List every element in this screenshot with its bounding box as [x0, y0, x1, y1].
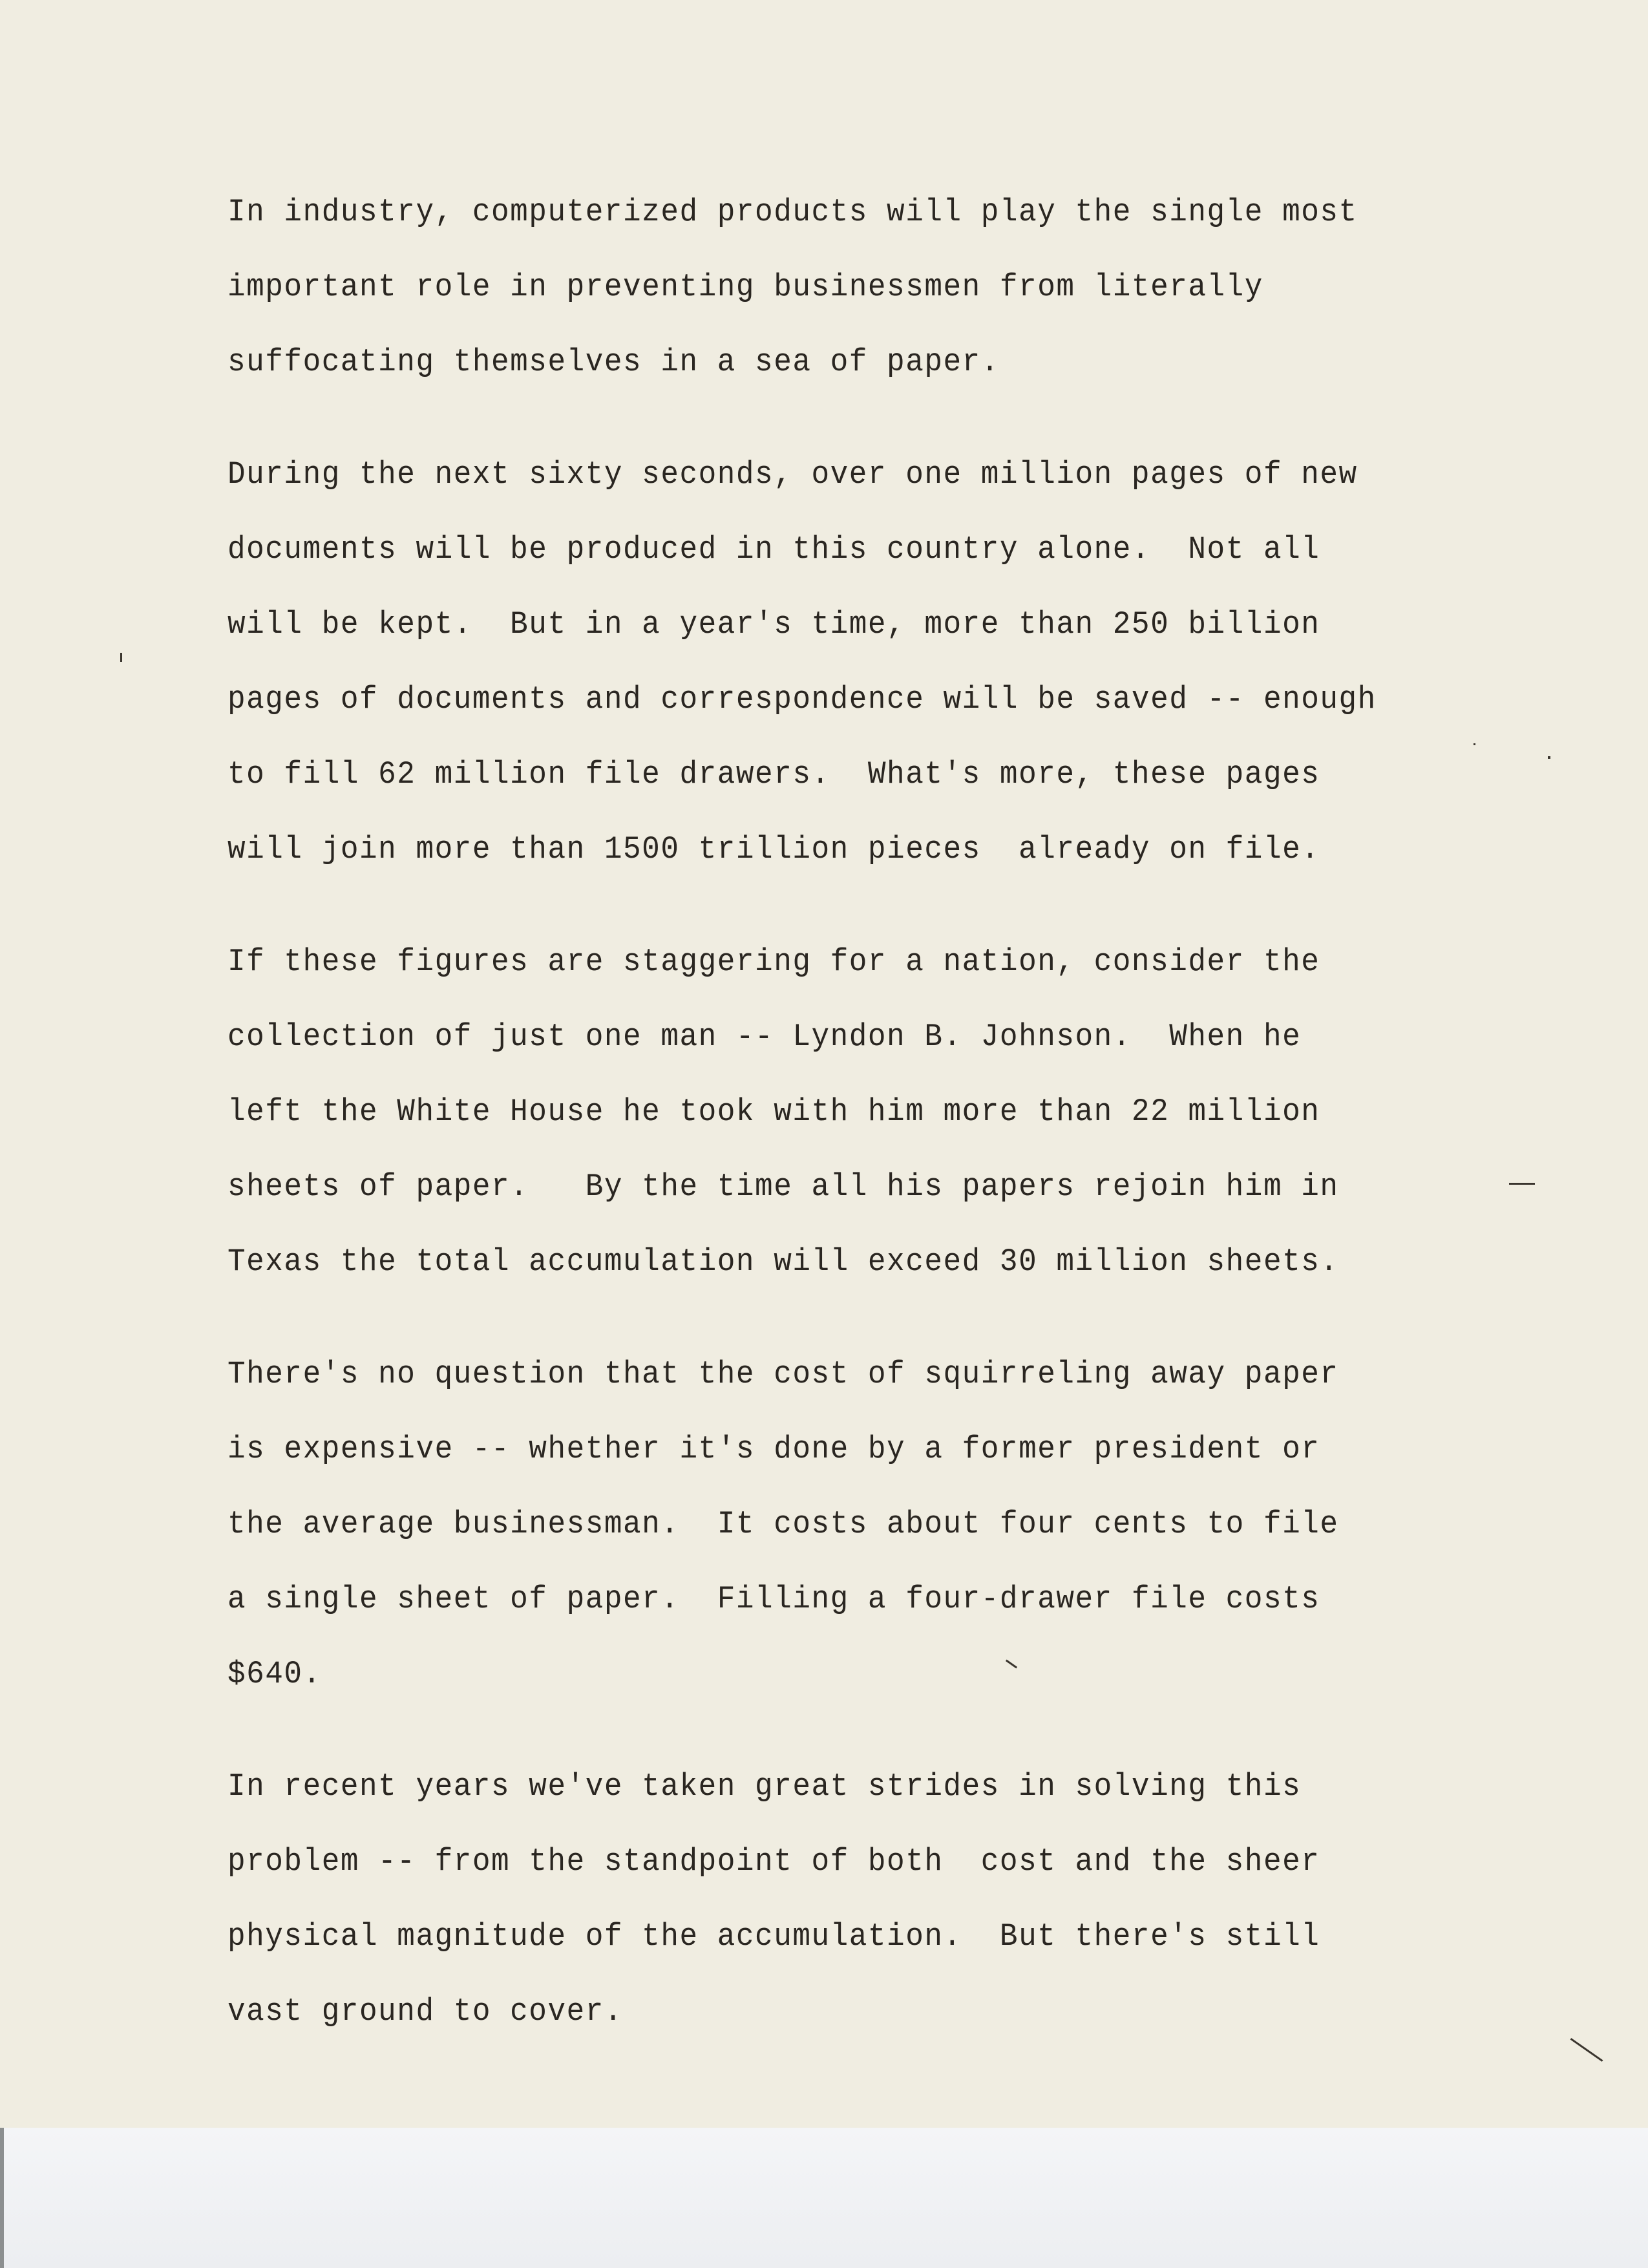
text-line: pages of documents and correspondence will be saved -- enough	[227, 681, 1377, 717]
paragraph-2	[227, 437, 1507, 887]
paragraph-3	[227, 924, 1507, 1299]
scan-speck	[1570, 2038, 1603, 2062]
text-line: There's no question that the cost of squirreling away paper	[227, 1356, 1339, 1392]
text-line: During the next sixty seconds, over one million pages of new	[227, 456, 1358, 493]
paragraph-4	[227, 1337, 1507, 1712]
text-line: Texas the total accumulation will exceed 30 million sheets.	[227, 1244, 1339, 1280]
text-line: collection of just one man -- Lyndon B. Johnson. When he	[227, 1019, 1302, 1055]
text-line: is expensive -- whether it's done by a former president or	[227, 1431, 1320, 1467]
scanner-edge	[0, 2128, 4, 2268]
text-line: vast ground to cover.	[227, 1993, 624, 2030]
document-body	[227, 175, 1507, 2086]
text-line: will be kept. But in a year's time, more than 250 billion	[227, 606, 1320, 642]
text-line: the average businessman. It costs about four cents to file	[227, 1506, 1339, 1542]
text-line: problem -- from the standpoint of both cost and the sheer	[227, 1843, 1320, 1880]
text-line: will join more than 1500 trillion pieces already on file.	[227, 831, 1320, 867]
text-line: physical magnitude of the accumulation. But there's still	[227, 1918, 1320, 1955]
text-line: sheets of paper. By the time all his papers rejoin him in	[227, 1169, 1339, 1205]
scan-speck	[1548, 756, 1550, 759]
scan-speck	[1509, 1183, 1535, 1185]
scan-speck	[120, 653, 122, 662]
text-line: If these figures are staggering for a nation, consider the	[227, 944, 1320, 980]
text-line: In recent years we've taken great strides in solving this	[227, 1768, 1302, 1805]
paragraph-5	[227, 1749, 1507, 2049]
scan-speck	[1474, 743, 1475, 745]
text-line: to fill 62 million file drawers. What's more, these pages	[227, 756, 1320, 792]
text-line: $640.	[227, 1656, 322, 1692]
text-line: In industry, computerized products will play the single most	[227, 194, 1358, 230]
text-line: left the White House he took with him more than 22 million	[227, 1094, 1320, 1130]
text-line: important role in preventing businessmen from literally	[227, 269, 1263, 305]
text-line: a single sheet of paper. Filling a four-drawer file costs	[227, 1581, 1320, 1617]
text-line: suffocating themselves in a sea of paper.	[227, 344, 1000, 380]
paragraph-1	[227, 175, 1507, 399]
text-line: documents will be produced in this country alone. Not all	[227, 531, 1320, 567]
scanner-background	[0, 2128, 1648, 2268]
